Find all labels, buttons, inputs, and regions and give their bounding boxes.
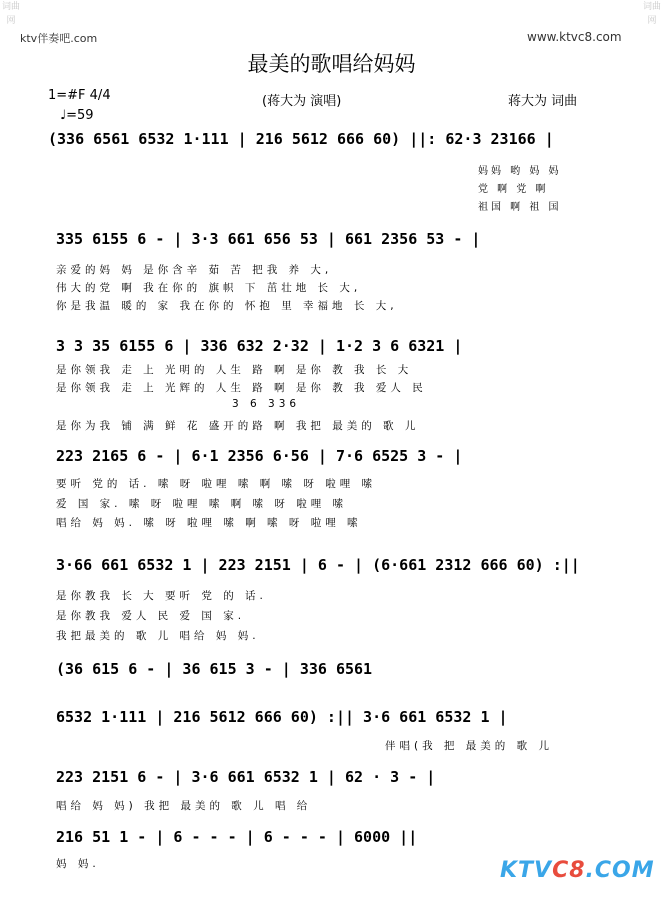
score-row-1-lyric-3: 祖国 啊 祖 国 [478, 202, 562, 213]
brand-logo [500, 858, 655, 883]
key-signature: 1=#F 4/4 [48, 88, 111, 103]
score-row-7-lyric-1: 伴唱(我 把 最美的 歌 儿 [385, 740, 553, 752]
brand-part-1: KTV [500, 858, 553, 883]
score-row-1-lyric-2: 党 啊 党 啊 [478, 184, 549, 195]
score-row-3-lyric-2: 是你领我 走 上 光辉的 人生 路 啊 是你 教 我 爱人 民 [56, 382, 427, 394]
score-row-5-lyric-3: 我把最美的 歌 儿 唱给 妈 妈. [56, 630, 260, 642]
score-row-4-lyric-2: 爱 国 家. 嗦 呀 啦哩 嗦 啊 嗦 呀 啦哩 嗦 [56, 498, 348, 510]
score-row-1-notes: (336 6561 6532 1·111 | 216 5612 666 60) ||: 62·3 23166 | [48, 130, 554, 148]
brand-part-3: .COM [585, 858, 655, 883]
score-row-9-lyric-1: 妈 妈. [56, 858, 100, 870]
score-row-1-lyric-1: 妈妈 哟 妈 妈 [478, 166, 562, 177]
left-side-watermark [0, 0, 22, 906]
side-watermark-text: 词曲网 [1, 2, 20, 26]
watermark-right: www.ktvc8.com [527, 30, 622, 44]
score-row-3-lyric-3: 是你为我 铺 满 鲜 花 盛开的路 啊 我把 最美的 歌 儿 [56, 420, 420, 432]
side-watermark-text: 词曲网 [642, 2, 661, 26]
score-row-3-lyric-1: 是你领我 走 上 光明的 人生 路 啊 是你 教 我 长 大 [56, 364, 413, 376]
score-row-3-notes: 3 3 35 6155 6 | 336 632 2·32 | 1·2 3 6 6321 | [56, 337, 463, 355]
watermark-left: ktv伴奏吧.com [20, 32, 98, 45]
score-row-8-notes: 223 2151 6 - | 3·6 661 6532 1 | 62 · 3 - | [56, 768, 436, 786]
score-row-4-lyric-1: 要听 党的 话. 嗦 呀 啦哩 嗦 啊 嗦 呀 啦哩 嗦 [56, 478, 377, 490]
score-row-4-lyric-3: 唱给 妈 妈. 嗦 呀 啦哩 嗦 啊 嗦 呀 啦哩 嗦 [56, 517, 362, 529]
score-row-2-lyric-3: 你是我温 暖的 家 我在你的 怀抱 里 幸福地 长 大, [56, 300, 398, 312]
tempo-marking: ♩=59 [60, 108, 94, 123]
score-row-3-alt-notes: 3 6 336 [232, 398, 301, 410]
score-row-5-lyric-2: 是你教我 爱人 民 爱 国 家. [56, 610, 246, 622]
score-row-7-notes: 6532 1·111 | 216 5612 666 60) :|| 3·6 661 6532 1 | [56, 708, 508, 726]
score-row-5-notes: 3·66 661 6532 1 | 223 2151 | 6 - | (6·661 2312 666 60) :|| [56, 556, 580, 574]
singer-credit: (蒋大为 演唱) [262, 94, 342, 109]
score-row-2-notes: 335 6155 6 - | 3·3 661 656 53 | 661 2356 53 - | [56, 230, 481, 248]
brand-part-2: C8 [552, 858, 586, 883]
score-row-5-lyric-1: 是你教我 长 大 要听 党 的 话. [56, 590, 267, 602]
score-row-4-notes: 223 2165 6 - | 6·1 2356 6·56 | 7·6 6525 3 - | [56, 447, 463, 465]
score-row-2-lyric-2: 伟大的党 啊 我在你的 旗帜 下 茁壮地 长 大, [56, 282, 362, 294]
song-title: 最美的歌唱给妈妈 [247, 52, 416, 76]
score-row-2-lyric-1: 亲爱的妈 妈 是你含辛 茹 苦 把我 养 大, [56, 264, 333, 276]
score-row-9-notes: 216 51 1 - | 6 - - - | 6 - - - | 6000 || [56, 828, 418, 846]
score-row-8-lyric-1: 唱给 妈 妈) 我把 最美的 歌 儿 唱 给 [56, 800, 312, 812]
right-side-watermark [641, 0, 663, 906]
score-row-6-notes: (36 615 6 - | 36 615 3 - | 336 6561 [56, 660, 373, 678]
author-credit: 蒋大为 词曲 [508, 94, 578, 109]
